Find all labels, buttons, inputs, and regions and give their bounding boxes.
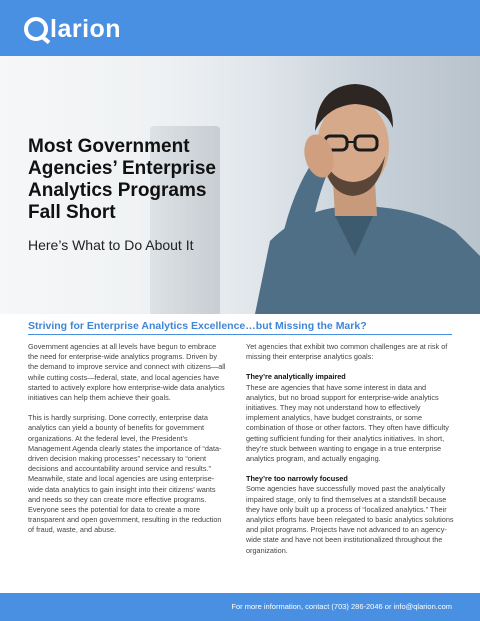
page-subtitle: Here’s What to Do About It	[28, 237, 194, 253]
title-block	[28, 136, 238, 254]
footer-contact[interactable]: For more information, contact (703) 286-2046 or info@qlarion.com	[231, 602, 452, 611]
q-logo-icon	[24, 17, 48, 41]
challenge-text: Some agencies have successfully moved past the analytically impaired stage, only to find themselves at a standstill because they have only built up a process of “localized analytics.” Their analytics efforts have been relegated to basic analytics solutions and pilot programs. Projects have not advanced to an agency-wide state and have not been institutionalized throughout the organization.	[246, 484, 454, 555]
page-title: Most Government Agencies’ Enterprise Analytics Programs Fall Short	[28, 136, 216, 223]
footer-bar	[0, 593, 480, 621]
left-column	[28, 342, 228, 546]
section-divider	[28, 334, 452, 335]
section-heading: Striving for Enterprise Analytics Excellence…but Missing the Mark?	[28, 320, 367, 332]
right-column	[246, 342, 456, 566]
stressed-man-photo	[215, 56, 480, 314]
intro-paragraph: Yet agencies that exhibit two common challenges are at risk of missing their enterprise analytics goals:	[246, 342, 448, 362]
hero-image	[0, 56, 480, 314]
challenge-heading: They’re too narrowly focused	[246, 474, 348, 484]
challenge-text: These are agencies that have some interest in data and analytics, but no broad support for enterprise-wide analytics initiatives. They may not understand how to effectively implement analytics, have budget constraints, or some combination of those or other factors. They often have difficulty getting sufficient funding for their analytics initiatives. In short, they’re stuck between wanting to engage in a true enterprise analytics program, and actually engaging.	[246, 382, 449, 464]
logo-wordmark: larion	[50, 14, 122, 43]
body-paragraph: Government agencies at all levels have begun to embrace the need for enterprise-wide analytics programs. Driven by the demand to improve service and connect with citizens—all while cutting costs—federal, state, and local agencies have started to actively explore how enterprise-wide data analytics initiatives can help them achieve their goals.	[28, 342, 226, 403]
header-bar	[0, 0, 480, 56]
qlarion-logo[interactable]	[24, 14, 121, 44]
challenge-heading: They’re analytically impaired	[246, 372, 346, 382]
body-paragraph: This is hardly surprising. Done correctly, enterprise data analytics can yield a bounty of benefits for government organizations. At the federal level, the President’s Management Agenda clearly states the importance of “data-driven decision making processes” necessary to “orient decisions and accountability around service and results.” Meanwhile, state and local agencies are using enterprise-wide data analytics to gain insight into their citizens’ wants and needs so they can create more effective programs. Everyone sees the potential for data to create a more transparent and open government, resulting in the reduction of fraud, waste, and abuse.	[28, 413, 222, 535]
